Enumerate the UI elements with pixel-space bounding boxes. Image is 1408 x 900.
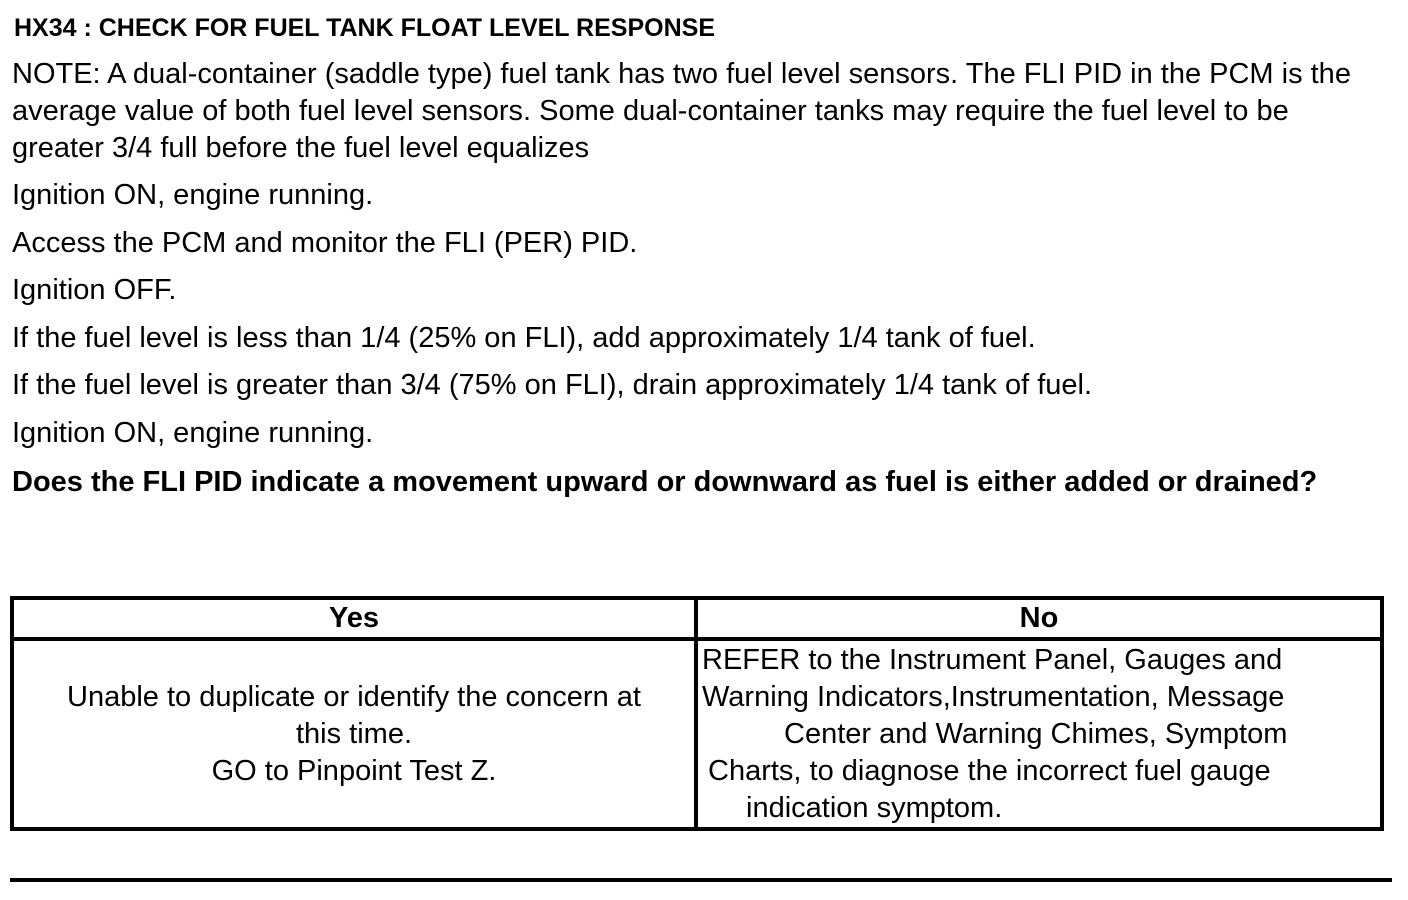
test-title: HX34 : CHECK FOR FUEL TANK FLOAT LEVEL RESPONSE — [14, 14, 715, 42]
step-1: Ignition ON, engine running. — [12, 179, 374, 211]
yes-result-cell — [12, 639, 696, 829]
no-line-4: Charts, to diagnose the incorrect fuel gauge — [708, 754, 1271, 787]
table-row — [12, 639, 1382, 829]
step-5: If the fuel level is greater than 3/4 (75% on FLI), drain approximately 1/4 tank of fuel. — [12, 369, 1093, 401]
note-paragraph: NOTE: A dual-container (saddle type) fuel tank has two fuel level sensors. The FLI PID in the PCM is the average value of both fuel level sensors. Some dual-container tanks may require the fuel level to be greater 3/4 full before the fuel level equalizes — [12, 58, 1351, 164]
no-line-5: indication symptom. — [746, 791, 1003, 824]
no-result-cell — [696, 639, 1382, 829]
yes-line-3: GO to Pinpoint Test Z. — [211, 754, 497, 787]
table-header-row — [12, 598, 1382, 639]
test-question: Does the FLI PID indicate a movement upward or downward as fuel is either added or drained? — [12, 466, 1318, 498]
step-4: If the fuel level is less than 1/4 (25% on FLI), add approximately 1/4 tank of fuel. — [12, 322, 1036, 354]
no-line-3: Center and Warning Chimes, Symptom — [784, 717, 1288, 750]
step-6: Ignition ON, engine running. — [12, 417, 374, 449]
result-table — [10, 596, 1384, 831]
bottom-divider — [10, 878, 1392, 882]
no-line-1: REFER to the Instrument Panel, Gauges and — [702, 643, 1283, 676]
yes-line-2: this time. — [295, 717, 413, 750]
step-2: Access the PCM and monitor the FLI (PER) PID. — [12, 227, 638, 259]
no-line-2: Warning Indicators,Instrumentation, Message — [702, 680, 1285, 713]
yes-header: Yes — [12, 598, 696, 639]
no-header: No — [696, 598, 1382, 639]
step-3: Ignition OFF. — [12, 274, 177, 306]
yes-line-1: Unable to duplicate or identify the concern at — [67, 680, 641, 713]
